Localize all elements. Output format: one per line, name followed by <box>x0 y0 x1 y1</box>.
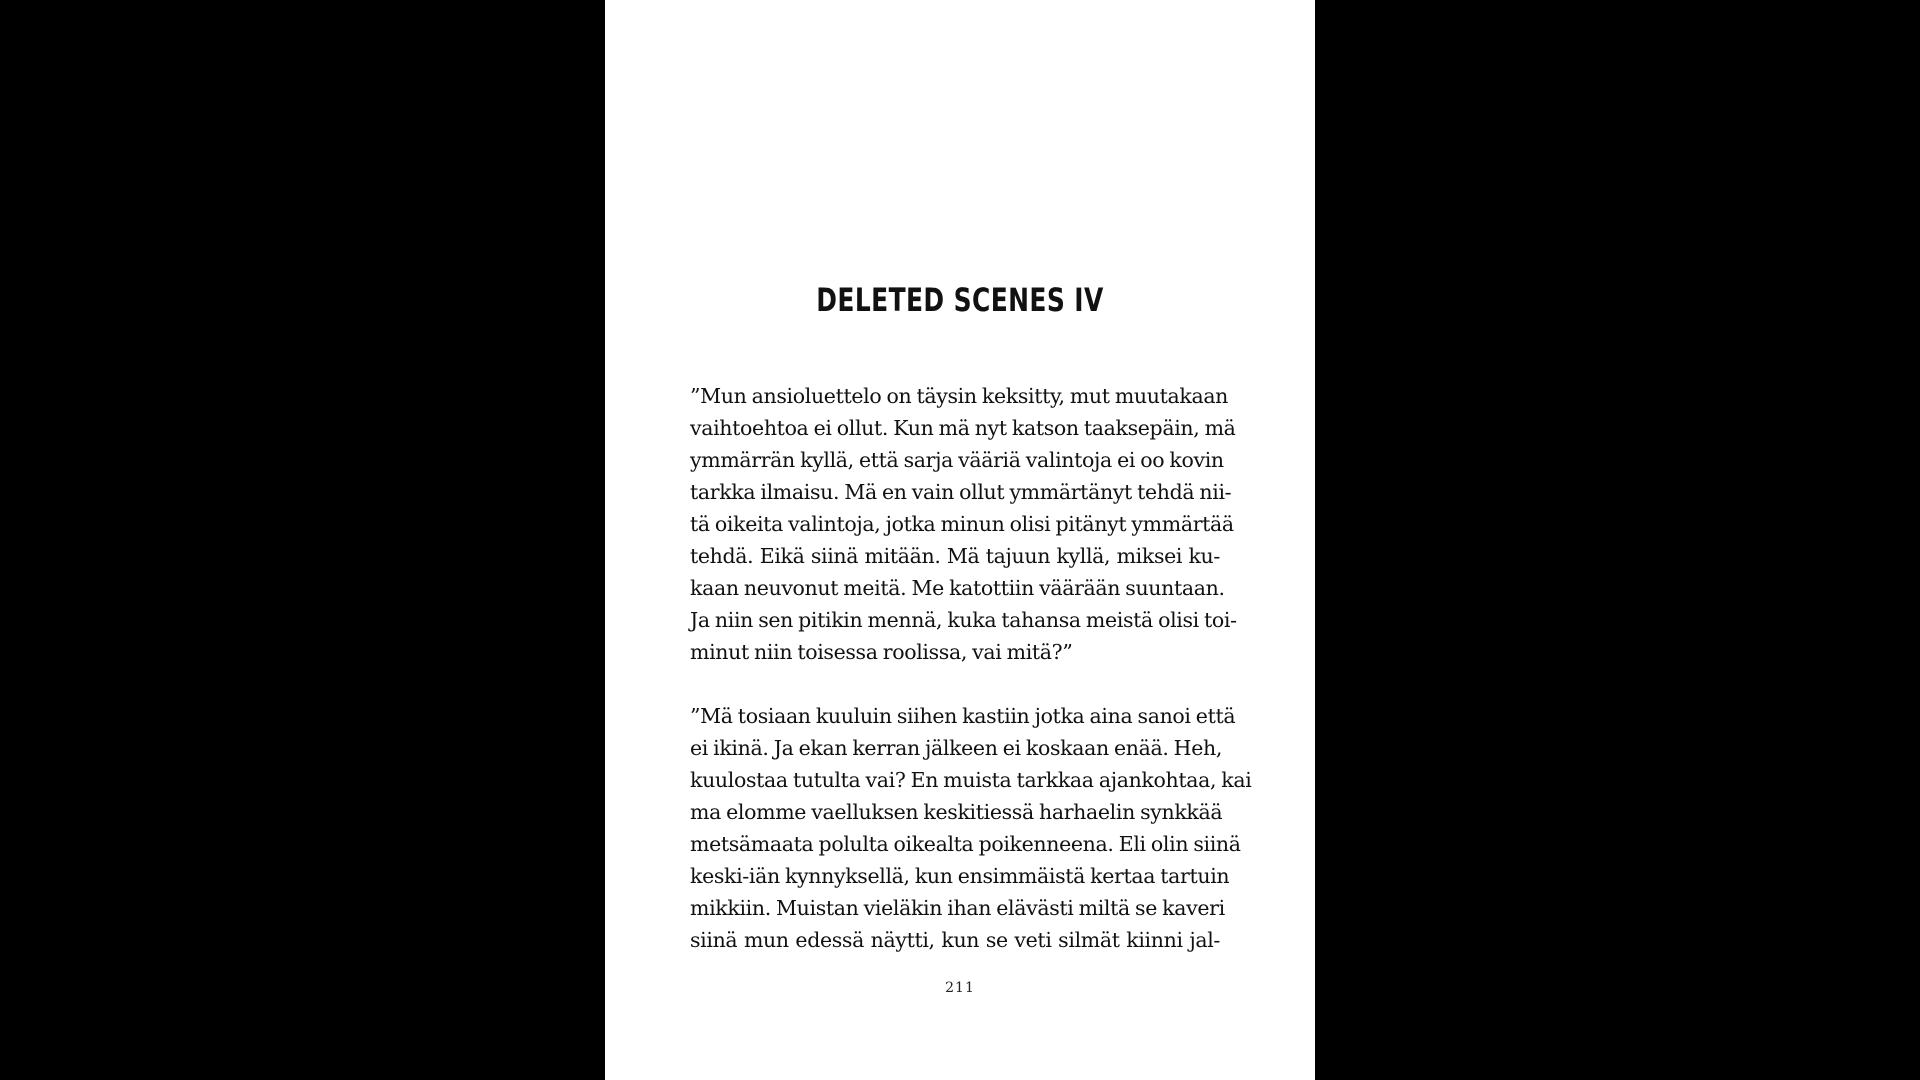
paragraph-2 <box>690 700 1252 956</box>
text-line: ymmärrän kyllä, että sarja vääriä valintoja ei oo kovin <box>690 448 1224 472</box>
text-line: tä oikeita valintoja, jotka minun olisi pitänyt ymmärtää <box>690 512 1234 536</box>
paragraph-1 <box>690 380 1237 668</box>
text-line: mikkiin. Muistan vieläkin ihan elävästi miltä se kaveri <box>690 896 1225 920</box>
text-line: kaan neuvonut meitä. Me katottiin väärään suuntaan. <box>690 576 1225 600</box>
text-line: minut niin toisessa roolissa, vai mitä?” <box>690 640 1073 664</box>
text-line: ”Mun ansioluettelo on täysin keksitty, mut muutakaan <box>690 384 1229 408</box>
text-line: tarkka ilmaisu. Mä en vain ollut ymmärtänyt tehdä nii- <box>690 480 1232 504</box>
text-line: siinä mun edessä näytti, kun se veti silmät kiinni jal- <box>690 928 1220 952</box>
text-line: metsämaata polulta oikealta poikenneena. Eli olin siinä <box>690 832 1241 856</box>
text-line: keski-iän kynnyksellä, kun ensimmäistä kertaa tartuin <box>690 864 1230 888</box>
chapter-title: DELETED SCENES IV <box>816 281 1104 319</box>
text-line: ma elomme vaelluksen keskitiessä harhaelin synkkää <box>690 800 1223 824</box>
text-line: Ja niin sen pitikin mennä, kuka tahansa meistä olisi toi- <box>690 608 1237 632</box>
text-line: vaihtoehtoa ei ollut. Kun mä nyt katson taaksepäin, mä <box>690 416 1236 440</box>
text-line: tehdä. Eikä siinä mitään. Mä tajuun kyllä, miksei ku- <box>690 544 1220 568</box>
book-page <box>605 0 1315 1080</box>
page-number: 211 <box>945 980 975 996</box>
text-line: ei ikinä. Ja ekan kerran jälkeen ei koskaan enää. Heh, <box>690 736 1222 760</box>
text-line: ”Mä tosiaan kuuluin siihen kastiin jotka aina sanoi että <box>690 704 1236 728</box>
text-line: kuulostaa tutulta vai? En muista tarkkaa ajankohtaa, kai <box>690 768 1252 792</box>
